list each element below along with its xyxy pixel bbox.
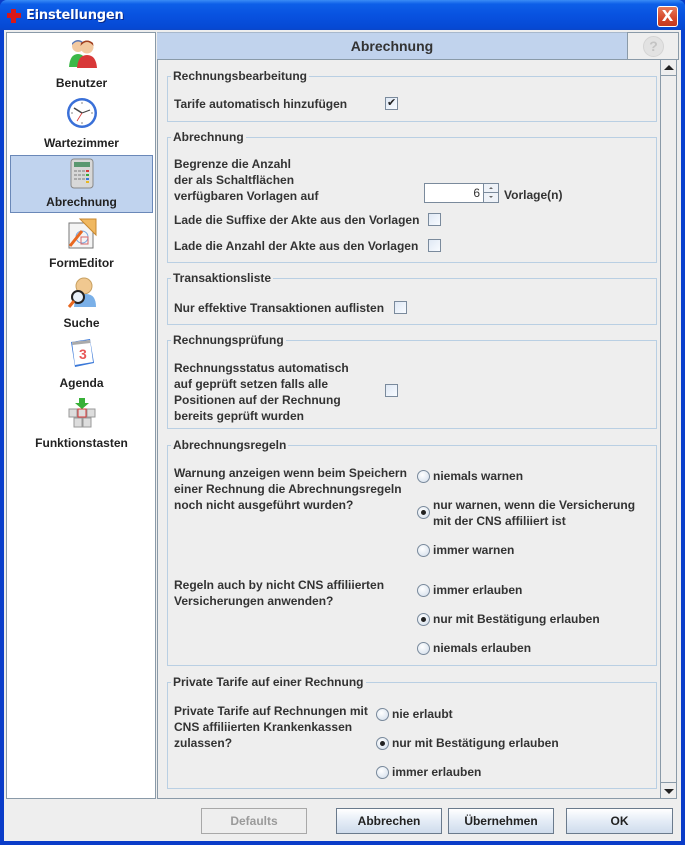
warn-label-line3: noch nicht ausgeführt wurden? bbox=[174, 498, 354, 512]
radio-label: nur mit Bestätigung erlauben bbox=[433, 612, 600, 626]
radio-nur-warnen-cns[interactable] bbox=[417, 506, 430, 519]
radio-regeln-niemals-erlauben[interactable] bbox=[417, 642, 430, 655]
settings-content-panel bbox=[157, 60, 675, 799]
sidebar-item-label: Suche bbox=[63, 316, 100, 330]
anzahl-label: Lade die Anzahl der Akte aus den Vorlagen bbox=[174, 239, 419, 253]
effektive-label: Nur effektive Transaktionen auflisten bbox=[174, 301, 385, 315]
radio-niemals-warnen[interactable] bbox=[417, 470, 430, 483]
red-cross-app-icon bbox=[7, 9, 21, 23]
users-icon bbox=[66, 37, 98, 69]
sidebar-item-label: Benutzer bbox=[55, 76, 108, 90]
radio-label: nie erlaubt bbox=[392, 707, 453, 721]
radio-label: niemals erlauben bbox=[433, 641, 532, 655]
tarife-checkbox[interactable] bbox=[385, 97, 398, 110]
page-title: Abrechnung bbox=[157, 32, 627, 60]
radio-label: niemals warnen bbox=[433, 469, 524, 483]
radio-label: nur warnen, wenn die Versicherung bbox=[433, 498, 636, 512]
private-label-line1: Private Tarife auf Rechnungen mit bbox=[174, 704, 368, 718]
ok-button[interactable]: OK bbox=[566, 808, 673, 834]
sidebar-item-abrechnung[interactable] bbox=[10, 155, 153, 213]
function-keys-icon bbox=[66, 397, 98, 429]
sidebar-item-label: FormEditor bbox=[49, 256, 114, 270]
sidebar-item-funktionstasten[interactable] bbox=[10, 395, 153, 453]
radio-private-immer-erlauben[interactable] bbox=[376, 766, 389, 779]
group-title: Abrechnung bbox=[173, 130, 244, 144]
regeln-label-line2: Versicherungen anwenden? bbox=[174, 594, 334, 608]
radio-label: nur mit Bestätigung erlauben bbox=[392, 736, 559, 750]
group-title: Rechnungsprüfung bbox=[173, 333, 284, 347]
settings-sidebar bbox=[6, 32, 156, 799]
group-abrechnung bbox=[167, 130, 657, 263]
help-icon: ? bbox=[643, 36, 664, 57]
help-button[interactable] bbox=[627, 32, 679, 60]
group-title: Private Tarife auf einer Rechnung bbox=[173, 675, 364, 689]
group-title: Rechnungsbearbeitung bbox=[173, 69, 308, 83]
radio-regeln-nur-bestaetigung[interactable] bbox=[417, 613, 430, 626]
calendar-icon bbox=[66, 337, 98, 369]
svg-text:3: 3 bbox=[79, 346, 87, 362]
sidebar-item-label: Abrechnung bbox=[46, 195, 117, 209]
pruefung-label-line3: Positionen auf der Rechnung bbox=[174, 393, 341, 407]
group-rechnungsbearbeitung bbox=[167, 69, 657, 122]
sidebar-item-label: Agenda bbox=[59, 376, 104, 390]
title-bar[interactable] bbox=[0, 0, 685, 30]
vertical-scrollbar[interactable] bbox=[660, 60, 677, 799]
group-title: Abrechnungsregeln bbox=[173, 438, 287, 452]
spinner-value: 6 bbox=[473, 186, 480, 200]
sidebar-item-wartezimmer[interactable] bbox=[10, 95, 153, 153]
group-rechnungspruefung bbox=[167, 333, 657, 429]
group-private-tarife bbox=[167, 675, 657, 789]
suffixe-label: Lade die Suffixe der Akte aus den Vorlagen bbox=[174, 213, 420, 227]
radio-label: immer warnen bbox=[433, 543, 515, 557]
spinner-down-button[interactable] bbox=[484, 193, 498, 202]
limit-label-line3: verfügbaren Vorlagen auf bbox=[174, 189, 319, 203]
calculator-icon bbox=[66, 157, 98, 189]
radio-regeln-immer-erlauben[interactable] bbox=[417, 584, 430, 597]
sidebar-item-suche[interactable] bbox=[10, 275, 153, 333]
scroll-down-arrow-icon[interactable] bbox=[661, 782, 676, 798]
defaults-button[interactable]: Defaults bbox=[201, 808, 307, 834]
private-label-line3: zulassen? bbox=[174, 736, 233, 750]
suffixe-checkbox[interactable] bbox=[428, 213, 441, 226]
apply-button[interactable]: Übernehmen bbox=[448, 808, 554, 834]
radio-label: immer erlauben bbox=[392, 765, 482, 779]
radio-nie-erlaubt[interactable] bbox=[376, 708, 389, 721]
regeln-label-line1: Regeln auch by nicht CNS affiliierten bbox=[174, 578, 385, 592]
private-label-line2: CNS affiliierten Krankenkassen bbox=[174, 720, 353, 734]
sidebar-item-label: Wartezimmer bbox=[44, 136, 119, 150]
pruefung-label-line4: bereits geprüft wurden bbox=[174, 409, 305, 423]
tarife-label: Tarife automatisch hinzufügen bbox=[174, 97, 348, 111]
radio-immer-warnen[interactable] bbox=[417, 544, 430, 557]
group-title: Transaktionsliste bbox=[173, 271, 272, 285]
spinner-up-button[interactable] bbox=[484, 184, 498, 193]
effektive-checkbox[interactable] bbox=[394, 301, 407, 314]
sidebar-item-formeditor[interactable] bbox=[10, 215, 153, 273]
radio-label-line2: mit der CNS affiliiert ist bbox=[433, 514, 566, 528]
radio-label: immer erlauben bbox=[433, 583, 523, 597]
scroll-up-arrow-icon[interactable] bbox=[661, 60, 676, 76]
limit-unit-label: Vorlage(n) bbox=[504, 188, 563, 202]
group-abrechnungsregeln bbox=[167, 438, 657, 666]
pruefung-checkbox[interactable] bbox=[385, 384, 398, 397]
radio-private-nur-bestaetigung[interactable] bbox=[376, 737, 389, 750]
sidebar-item-label: Funktionstasten bbox=[35, 436, 128, 450]
search-user-icon bbox=[66, 277, 98, 309]
vorlagen-limit-spinner[interactable] bbox=[424, 183, 499, 203]
limit-label-line1: Begrenze die Anzahl bbox=[174, 157, 291, 171]
pruefung-label-line2: auf geprüft setzen falls alle bbox=[174, 377, 329, 391]
group-transaktionsliste bbox=[167, 271, 657, 325]
sidebar-item-benutzer[interactable] bbox=[10, 35, 153, 93]
spinner-buttons bbox=[483, 184, 498, 202]
warn-label-line1: Warnung anzeigen wenn beim Speichern bbox=[174, 466, 407, 480]
warn-label-line2: einer Rechnung die Abrechnungsregeln bbox=[174, 482, 402, 496]
close-button[interactable]: X bbox=[657, 6, 678, 27]
dialog-client-area bbox=[4, 30, 681, 841]
anzahl-checkbox[interactable] bbox=[428, 239, 441, 252]
pruefung-label-line1: Rechnungsstatus automatisch bbox=[174, 361, 349, 375]
form-editor-icon bbox=[66, 217, 98, 249]
clock-icon bbox=[66, 97, 98, 129]
sidebar-item-agenda[interactable] bbox=[10, 335, 153, 393]
cancel-button[interactable]: Abbrechen bbox=[336, 808, 442, 834]
limit-label-line2: der als Schaltflächen bbox=[174, 173, 295, 187]
window-title: Einstellungen bbox=[26, 8, 124, 23]
